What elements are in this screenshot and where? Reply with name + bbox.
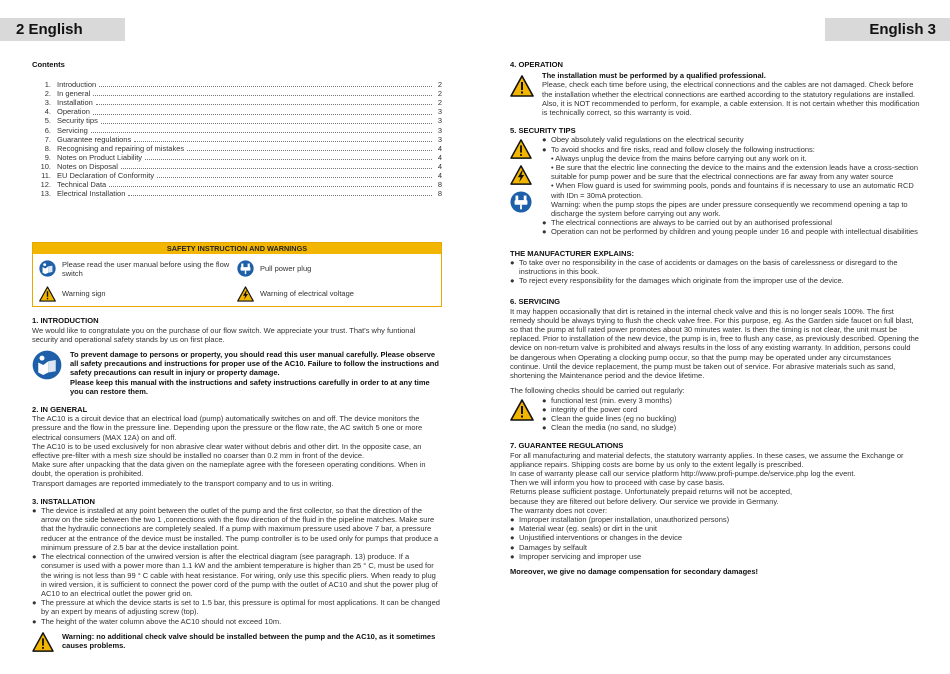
paragraph: because they are filtered out before delivery. Our service we provide in Germany. (510, 496, 779, 506)
guarantee-closing: Moreover, we give no damage compensation for secondary damages! (510, 566, 758, 576)
paragraph: Also, it is NOT recommended to perform, for example, a cable extension. It is not certain whether this modification is technically correct, so this warranty is void. (542, 98, 920, 118)
paragraph: It may happen occasionally that dirt is retained in the internal check valve and this is no longer seals 100%. The first remedy should be always trying to flush the check valve free. For this purpose, eg. As the Garden side faucet on full blast, so that the pump at full rated power promotes about 30 minutes water. Is then the timing is not clear, the unit must be replaced. Prior to installation of the new device, the pump is in, free to flush any case, as previously described. Opening the device on non-return valve is prohibited and always results in the loss of any existing warranty. In addition, persons could be dangerous when Operating a clocking pump occur, so that the pump may be operated under any circumstances continue. Until the device replacement, the pump must be taken out of service. For abrasive materials such as sand, shortening the Maintenance period and the device lifetime. (510, 306, 919, 381)
page-number-left: 2 English (16, 21, 83, 38)
page-header-left (0, 18, 125, 41)
sub-item: • Be sure that the electric line connecting the device to the mains and the extension leads have a cross-section suitable for pump power and be sure that the electrical connections are far away from any water source (551, 163, 919, 182)
list-item: ● The electrical connections are always to be carried out by an authorised professional (542, 218, 832, 228)
safety-item: Warning sign (39, 284, 237, 303)
paragraph: Transport damages are reported immediately to the transport company and to us in writing. (32, 478, 334, 488)
toc-item: 5. Security tips 3 (44, 116, 442, 126)
security-heading: 5. SECURITY TIPS (510, 126, 576, 136)
voltage-icon (237, 285, 254, 302)
security-block (510, 135, 920, 236)
list-item: ● Unjustified interventions or changes in the device (510, 533, 683, 543)
servicing-heading: 6. SERVICING (510, 297, 561, 307)
safety-item: Pull power plug (237, 259, 435, 278)
installation-heading: 3. INSTALLATION (32, 496, 95, 506)
safety-item: Warning of electrical voltage (237, 284, 435, 303)
sub-item: • Always unplug the device from the mains before carrying out any work on it. (551, 153, 807, 163)
list-item: ● integrity of the power cord (542, 404, 638, 414)
list-item: ● To take over no responsibility in the case of accidents or damages on the basis of carelessness or disregard to the instructions in this book. (510, 257, 898, 277)
list-item: ● Improper servicing and improper use (510, 551, 642, 561)
toc-item: 4. Operation 3 (44, 107, 442, 117)
list-item: ● The electrical connection of the unwired version is after the electrical diagram (see paragraph. 13) produce. If a consumer is used with a power more than 1.1 kW and the ambient temperature is higher than 25 ° C, must be used for the wiring is not less than 99 ° C cable with heat resistance. For wiring, only use this specific pliers. When ready to plug in wired version, it is sufficient to connect the power cord of the pump with the outlet of AC10 and shut the power plug of AC10 to an electrical outlet the power grid on. (32, 552, 438, 598)
toc-item: 10. Notes on Disposal 4 (40, 161, 442, 171)
toc-item: 12. Technical Data 8 (40, 180, 442, 190)
manual-icon (39, 260, 56, 277)
list-item: ● Clean the guide lines (eg no buckling) (542, 413, 677, 423)
guarantee-heading: 7. GUARANTEE REGULATIONS (510, 441, 624, 451)
installation-warning (32, 632, 442, 652)
list-item: ● Improper installation (proper installation, unauthorized persons) (510, 514, 730, 524)
paragraph: The warranty does not cover: (510, 505, 608, 515)
operation-bold: The installation must be performed by a qualified professional. (542, 71, 766, 81)
voltage-icon (510, 165, 532, 185)
sub-item: • When Flow guard is used for swimming pools, ponds and fountains if is necessary to use an automatic RCD with IDn = 30mA protection. (551, 181, 914, 200)
paragraph: The following checks should be carried out regularly: (510, 386, 685, 396)
list-item: ● Material wear (eg. seals) or dirt in the unit (510, 524, 657, 534)
security-warning: Warning: when the pump stops the pipes are under pressure consequently we recommend opening a tap to discharge the system before carrying out any work. (551, 199, 908, 219)
paragraph: For all manufacturing and material defects, the statutory warranty applies. In these cases, we assume the Exchange or appliance repairs. Shipping costs are borne by us only to the extent legally is prescribed. (510, 450, 904, 469)
toc-item: 9. Notes on Product Liability 4 (44, 152, 442, 162)
list-item: ● The device is installed at any point between the outlet of the pump and the first collector, so that the direction of the arrow on the side between the two 1 ,connections with the flow direction of the fluid in the pipeline matches. Make sure that the hydraulic connections are completely sealed. If a pump with maximum pressure used above 7 bar, a pressure reducer at the entrance of the device must be installed. The pump controller is to be used only for pumps that produce a minimum pressure of 2.5 bar at the device installation point. (32, 506, 439, 552)
toc-item: 13. Electrical Installation 8 (40, 189, 442, 199)
warning-icon (32, 632, 54, 652)
contents-title: Contents (32, 60, 65, 69)
toc-item: 3. Installation 2 (44, 98, 442, 108)
toc-item: 11. EU Declaration of Conformity 4 (41, 171, 442, 181)
right-page (510, 60, 920, 576)
intro-text: We would like to congratulate you on the purchase of our flow switch. We appreciate your trust. That's why funtional security and operational safety stands by us on first place. (32, 325, 416, 344)
paragraph: Please, check each time before using, the electrical connections and the cables are not damaged. Check before the installation whether the electrical connections are earthed according to the statutory regulations are installed. (542, 80, 916, 99)
paragraph: Returns please sufficient postage. Unfortunately prepaid returns will not be accepted, (510, 487, 793, 497)
manual-icon (32, 350, 62, 380)
list-item: ● Operation can not be performed by children and young people under 16 and people with intellectual disabilities (542, 227, 918, 237)
warning-icon (510, 399, 534, 421)
plug-icon (510, 191, 532, 213)
paragraph: Make sure after unpacking that the data given on the nameplate agree with the foreseen operating conditions. When in doubt, the operation is prohibited. (32, 460, 426, 479)
toc-item: 1. Introduction 2 (44, 80, 442, 90)
warning-icon (39, 285, 56, 302)
list-item: ● functional test (min. every 3 months) (542, 395, 672, 405)
list-item: ● To reject every responsibility for the damages which originate from the improper use of the device. (510, 276, 844, 286)
safety-box (32, 242, 442, 307)
toc-item: 8. Recognising and repairing of mistakes 4 (44, 143, 442, 153)
paragraph: Then we will inform you how to proceed with case by case basis. (510, 478, 725, 488)
general-heading: 2. IN GENERAL (32, 405, 88, 415)
toc-item: 6. Servicing 3 (44, 125, 442, 135)
operation-block (510, 71, 920, 117)
warning-icon (510, 139, 532, 159)
operation-heading: 4. OPERATION (510, 60, 564, 69)
list-item: ● Damages by selfault (510, 542, 587, 552)
list-item: ● The pressure at which the device starts is set to 1.5 bar, this pressure is optimal for most applications. It can be changed by an expert by means of adjusting screw (top). (32, 598, 440, 617)
notice-text: To prevent damage to persons or property, you should read this user manual carefully. Please observe all safety precautions and instructions for proper use of the AC10. Failure to follow the instructions and safety precautions can result in injury or property damage. (70, 350, 439, 378)
notice-text-2: Please keep this manual with the instructions and safety instructions carefully in order to at any time you can restore them. (70, 377, 430, 396)
list-item: ● The height of the water column above the AC10 should not exceed 10m. (32, 616, 282, 626)
warning-icon (510, 75, 534, 97)
list-item: ● Obey absolutely valid regulations on the electrical security (542, 135, 744, 145)
page-number-right: English 3 (869, 21, 936, 38)
table-of-contents (32, 80, 442, 198)
toc-item: 7. Guarantee regulations 3 (44, 134, 442, 144)
warning-text: Warning: no additional check valve should be installed between the pump and the AC10, as it sometimes causes problems. (62, 631, 436, 650)
paragraph: In case of warranty please call our service platform http://www.profi-pumpe.de/service.php log the event. (510, 468, 856, 478)
checks-block (510, 396, 920, 433)
list-item: ● Clean the media (no sand, no sludge) (542, 423, 677, 433)
safety-title: SAFETY INSTRUCTION AND WARNINGS (33, 243, 441, 254)
paragraph: The AC10 is a circuit device that an electrical load (pump) automatically switches on and off. The device monitors the pressure and the flow in the pressure line. Depending upon the pressure or the flow rate, the AC switch 5 one or more electrical consumers (MAX 12A) on and off. (32, 414, 423, 442)
manufacturer-heading: THE MANUFACTURER EXPLAINS: (510, 248, 635, 258)
left-page (32, 60, 442, 652)
intro-heading: 1. INTRODUCTION (32, 316, 99, 326)
list-item: ● To avoid shocks and fire risks, read and follow closely the following instructions: (542, 144, 815, 154)
safety-item: Please read the user manual before using the flow switch (39, 259, 237, 278)
paragraph: The AC10 is to be used exclusively for non abrasive clear water without debris and other dirt. In the opposite case, an effective pre-filter with a mesh size should be installed no coarser than 0.2 mm in front of the device. (32, 441, 422, 461)
intro-notice (32, 350, 442, 396)
plug-icon (237, 260, 254, 277)
toc-item: 2. In general 2 (44, 89, 442, 99)
page-header-right (825, 18, 950, 41)
